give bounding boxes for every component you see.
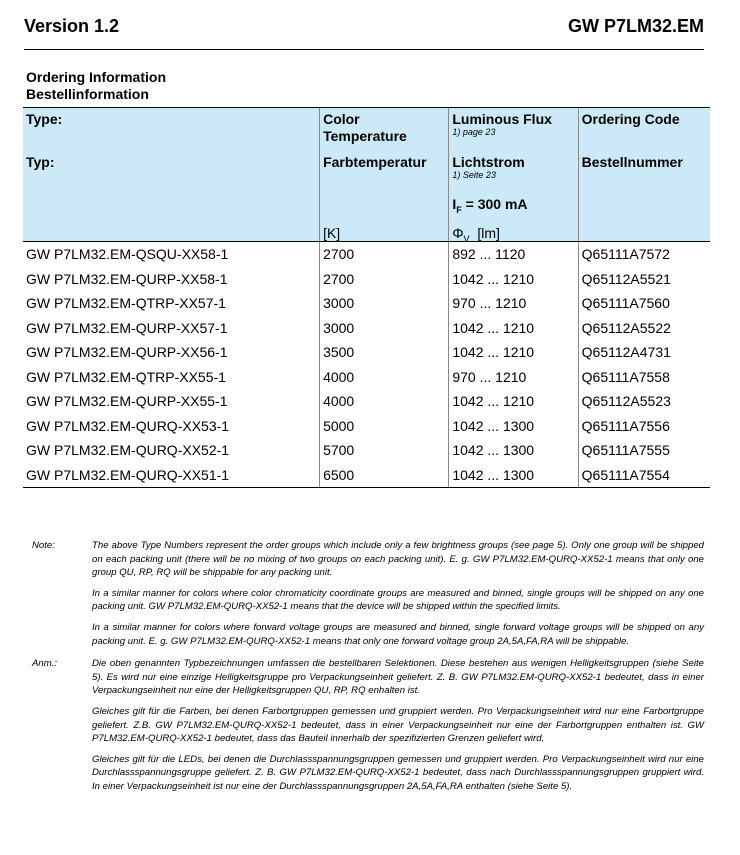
cell-type: GW P7LM32.EM-QURP-XX56-1: [26, 344, 228, 361]
note-label: Note:: [32, 540, 55, 551]
header-color-unit: [K]: [323, 225, 341, 241]
cell-cct: 3500: [320, 340, 449, 365]
cell-flux: 1042 ... 1300: [449, 414, 578, 439]
cell-cct: 6500: [320, 463, 449, 488]
anm-label: Anm.:: [32, 658, 58, 670]
cell-cct: 3000: [320, 316, 449, 341]
cell-flux: 892 ... 1120: [449, 242, 578, 267]
header-color-de: Farbtemperatur: [323, 154, 427, 170]
cell-type: GW P7LM32.EM-QTRP-XX55-1: [26, 368, 226, 385]
cell-code: Q65111A7556: [578, 414, 710, 439]
note-en: [32, 539, 704, 648]
cell-flux: 1042 ... 1300: [449, 438, 578, 463]
cell-code: Q65112A5523: [578, 389, 710, 414]
header-code-en: Ordering Code: [581, 111, 680, 127]
header-flux-en-block: [452, 111, 552, 137]
cell-cct: 5000: [320, 414, 449, 439]
cell-cct: 2700: [320, 242, 449, 267]
table-row: [23, 438, 710, 463]
section-title: [26, 69, 166, 103]
cell-code: Q65112A4731: [578, 340, 710, 365]
table-row: [23, 365, 710, 390]
header-flux-de-block: [452, 154, 524, 180]
cell-flux: 1042 ... 1210: [449, 316, 578, 341]
notes-section: [32, 539, 704, 803]
ordering-table: [23, 107, 710, 488]
cell-code: Q65111A7560: [578, 291, 710, 316]
unit-subscript: V: [463, 233, 470, 244]
table-body: [23, 242, 710, 488]
cell-code: Q65111A7555: [578, 438, 710, 463]
cell-cct: 4000: [320, 389, 449, 414]
cell-type: GW P7LM32.EM-QURP-XX58-1: [26, 270, 228, 287]
section-title-en: Ordering Information: [26, 69, 166, 85]
table-row: [23, 340, 710, 365]
header-flux-ref-de: 1) Seite 23: [452, 170, 496, 180]
table-row: [23, 242, 710, 267]
anm-paragraph: Die oben genannten Typbezeichnungen umfassen die bestellbaren Selektionen. Diese bestehen aus wenigen Helligkeitsgruppen (siehe Seite 5). Es wird nur eine einzige Helligkeitsgruppe pro Verpackungseinheit geliefert. Z. B. GW P7LM32.EM-QURQ-XX52-1 bedeutet, dass in einer Verpackungseinheit nur eine der Helligkeitsgruppen QU, RP, RQ enhalten ist.: [92, 658, 704, 697]
cell-flux: 1042 ... 1210: [449, 340, 578, 365]
header-code-de: Bestellnummer: [581, 154, 683, 170]
cell-flux: 1042 ... 1210: [449, 389, 578, 414]
note-paragraph: In a similar manner for colors where color chromaticity coordinate groups are measured and binned, single groups will be shipped on any one packing unit. GW P7LM32.EM-QURQ-XX52-1 means that the device will be shipped within the specified limits.: [92, 587, 704, 613]
page-header: [24, 14, 704, 44]
cell-type: GW P7LM32.EM-QURP-XX55-1: [26, 393, 228, 410]
table-row: [23, 463, 710, 488]
cell-cct: 2700: [320, 267, 449, 292]
cell-cct: 3000: [320, 291, 449, 316]
cell-code: Q65112A5522: [578, 316, 710, 341]
header-flux-ref-en: 1) page 23: [452, 127, 496, 137]
cell-flux: 970 ... 1210: [449, 291, 578, 316]
header-type-en: Type:: [26, 111, 63, 127]
table-row: [23, 316, 710, 341]
cell-type: GW P7LM32.EM-QURP-XX57-1: [26, 319, 228, 336]
anm-paragraph: Gleiches gilt für die Farben, bei denen Farbortgruppen gemessen und gruppiert werden. Pro Verpackungseinheit wird nur eine Farbortgruppe geliefert. Z.B. GW P7LM32.EM-QURQ-XX52-1 bedeutet, dass in einer Verpackungseinheit nur eine der Farbortgruppen enthalten ist. GW P7LM32.EM-QURQ-XX52-1 bedeutet, dass das Bauteil innerhalb der spezifizierten Grenzen geliefert wird.: [92, 705, 704, 745]
anm-paragraph: Gleiches gilt für die LEDs, bei denen die Durchlassspannungsgruppen gemessen und gruppiert werden. Pro Verpackungseinheit wird nur eine Durchlassspannungsgruppe geliefert. Z. B. GW P7LM32.EM-QURQ-XX52-1 bedeutet, dass nach Durchlassspannungsgruppen gruppiert wird. In einer Verpackungseinheit ist nur eine der Durchlassspannungsgruppen 2A,5A,FA,RA enthalten (siehe Seite 5).: [92, 753, 704, 792]
cell-code: Q65112A5521: [578, 267, 710, 292]
header-type: [23, 108, 320, 242]
document-version: Version 1.2: [24, 16, 120, 36]
header-divider: [24, 49, 704, 50]
note-de: [32, 657, 704, 793]
table-row: [23, 414, 710, 439]
cell-type: GW P7LM32.EM-QSQU-XX58-1: [26, 246, 229, 263]
table-row: [23, 291, 710, 316]
cell-cct: 5700: [320, 438, 449, 463]
unit-value: [lm]: [469, 225, 500, 241]
cell-cct: 4000: [320, 365, 449, 390]
condition-value: = 300 mA: [461, 196, 528, 212]
condition-symbol: I: [452, 196, 457, 212]
cell-code: Q65111A7554: [578, 463, 710, 488]
header-ordering-code: [578, 108, 710, 242]
header-flux-unit: [452, 225, 500, 244]
product-model: GW P7LM32.EM: [567, 16, 704, 36]
table-row: [23, 267, 710, 292]
header-type-de: Typ:: [26, 154, 55, 170]
header-flux-en: Luminous Flux: [452, 111, 552, 127]
cell-type: GW P7LM32.EM-QURQ-XX52-1: [26, 442, 230, 459]
cell-flux: 1042 ... 1300: [449, 463, 578, 488]
unit-symbol: Φ: [452, 225, 464, 241]
cell-type: GW P7LM32.EM-QTRP-XX57-1: [26, 295, 226, 312]
header-flux-condition: [452, 196, 527, 215]
note-paragraph: The above Type Numbers represent the order groups which include only a few brightness groups (see page 5). Only one group will be shipped on each packing unit (there will be no mixing of two groups on each packing unit). E. g. GW P7LM32.EM-QURQ-XX52-1 means that only one group QU, RP, RQ will be shippable for any packing unit.: [92, 540, 704, 579]
header-flux-de: Lichtstrom: [452, 154, 525, 170]
section-title-de: Bestellinformation: [26, 86, 149, 102]
cell-flux: 970 ... 1210: [449, 365, 578, 390]
note-paragraph: In a similar manner for colors where forward voltage groups are measured and binned, single forward voltage groups will be shipped on any packing unit. E. g. GW P7LM32.EM-QURQ-XX52-1 means that only one forward voltage group 2A,5A,FA,RA will be shippable.: [92, 621, 704, 647]
cell-type: GW P7LM32.EM-QURQ-XX53-1: [26, 417, 230, 434]
header-color-temperature: [320, 108, 449, 242]
cell-code: Q65111A7558: [578, 365, 710, 390]
header-luminous-flux: [449, 108, 578, 242]
cell-flux: 1042 ... 1210: [449, 267, 578, 292]
table-row: [23, 389, 710, 414]
header-color-en: Color Temperature: [323, 111, 407, 144]
table-header-row: [23, 108, 710, 242]
cell-code: Q65111A7572: [578, 242, 710, 267]
condition-subscript: F: [456, 204, 462, 215]
cell-type: GW P7LM32.EM-QURQ-XX51-1: [23, 463, 320, 488]
